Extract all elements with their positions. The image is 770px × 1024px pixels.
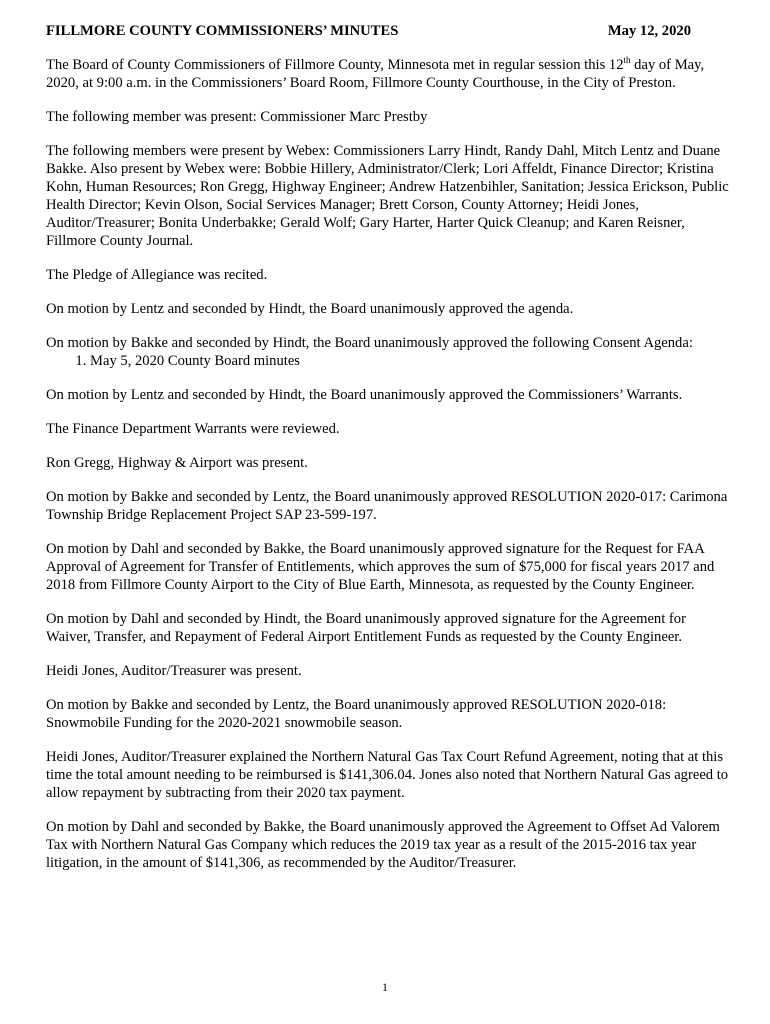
document-header: [46, 22, 730, 40]
meeting-date: May 12, 2020: [607, 23, 691, 39]
resolution-2020-018: On motion by Bakke and seconded by Lentz, the Board unanimously approved RESOLUTION 2020-018: Snowmobile Funding for the 2020-2021 snowmobile season.: [46, 697, 667, 731]
document-title: FILLMORE COUNTY COMMISSIONERS’ MINUTES: [46, 23, 399, 39]
auditor-present: Heidi Jones, Auditor/Treasurer was present.: [46, 663, 302, 679]
waiver-agreement-motion: On motion by Dahl and seconded by Hindt, the Board unanimously approved signature for the Agreement for Waiver, Transfer, and Repayment of Federal Airport Entitlement Funds as requested by the County Engineer.: [46, 611, 686, 645]
consent-agenda-motion: On motion by Bakke and seconded by Hindt, the Board unanimously approved the following Consent Agenda:: [46, 335, 693, 351]
finance-warrants: The Finance Department Warrants were reviewed.: [46, 421, 340, 437]
attendance-in-person: The following member was present: Commissioner Marc Prestby: [46, 109, 428, 125]
ordinal-suffix: th: [623, 55, 631, 66]
intro-paragraph: [46, 56, 730, 92]
consent-agenda-item: 1. May 5, 2020 County Board minutes: [90, 352, 730, 370]
gas-refund-explanation: Heidi Jones, Auditor/Treasurer explained the Northern Natural Gas Tax Court Refund Agreement, noting that at this time the total amount needing to be reimbursed is $141,306.04. Jones also noted that Northern Natural Gas agreed to allow repayment by subtracting from their 2020 tax payment.: [46, 749, 729, 801]
intro-text-continued: day of May, 2020, at 9:00 a.m. in the Commissioners’ Board Room, Fillmore County Courthouse, in the City of Preston.: [46, 57, 705, 91]
consent-agenda-section: [46, 334, 730, 370]
gas-offset-motion: On motion by Dahl and seconded by Bakke, the Board unanimously approved the Agreement to Offset Ad Valorem Tax with Northern Natural Gas Company which reduces the 2019 tax year as a result of the 2015-2016 tax year litigation, in the amount of $141,306, as recommended by the Auditor/Treasurer.: [46, 819, 720, 871]
warrants-motion: On motion by Lentz and seconded by Hindt, the Board unanimously approved the Commissioners’ Warrants.: [46, 387, 683, 403]
consent-agenda-list: [46, 352, 730, 370]
intro-text: The Board of County Commissioners of Fillmore County, Minnesota met in regular session this 12: [46, 57, 624, 73]
pledge-paragraph: The Pledge of Allegiance was recited.: [46, 267, 268, 283]
resolution-2020-017: On motion by Bakke and seconded by Lentz, the Board unanimously approved RESOLUTION 2020-017: Carimona Township Bridge Replacement Project SAP 23-599-197.: [46, 489, 728, 523]
attendance-webex: The following members were present by Webex: Commissioners Larry Hindt, Randy Dahl, Mitch Lentz and Duane Bakke. Also present by Webex were: Bobbie Hillery, Administrator/Clerk; Lori Affeldt, Finance Director; Kristina Kohn, Human Resources; Ron Gregg, Highway Engineer; Andrew Hatzenbihler, Sanitation; Jessica Erickson, Public Health Director; Kevin Olson, Social Services Manager; Brett Corson, County Attorney; Heidi Jones, Auditor/Treasurer; Bonita Underbakke; Gerald Wolf; Gary Harter, Harter Quick Cleanup; and Karen Reisner, Fillmore County Journal.: [46, 143, 729, 249]
minutes-page: [46, 22, 730, 888]
page-number: 1: [382, 980, 388, 994]
agenda-motion: On motion by Lentz and seconded by Hindt, the Board unanimously approved the agenda.: [46, 301, 574, 317]
faa-approval-motion: On motion by Dahl and seconded by Bakke, the Board unanimously approved signature for the Request for FAA Approval of Agreement for Transfer of Entitlements, which approves the sum of $75,000 for fiscal years 2017 and 2018 from Fillmore County Airport to the City of Blue Earth, Minnesota, as requested by the County Engineer.: [46, 541, 715, 593]
highway-present: Ron Gregg, Highway & Airport was present.: [46, 455, 308, 471]
